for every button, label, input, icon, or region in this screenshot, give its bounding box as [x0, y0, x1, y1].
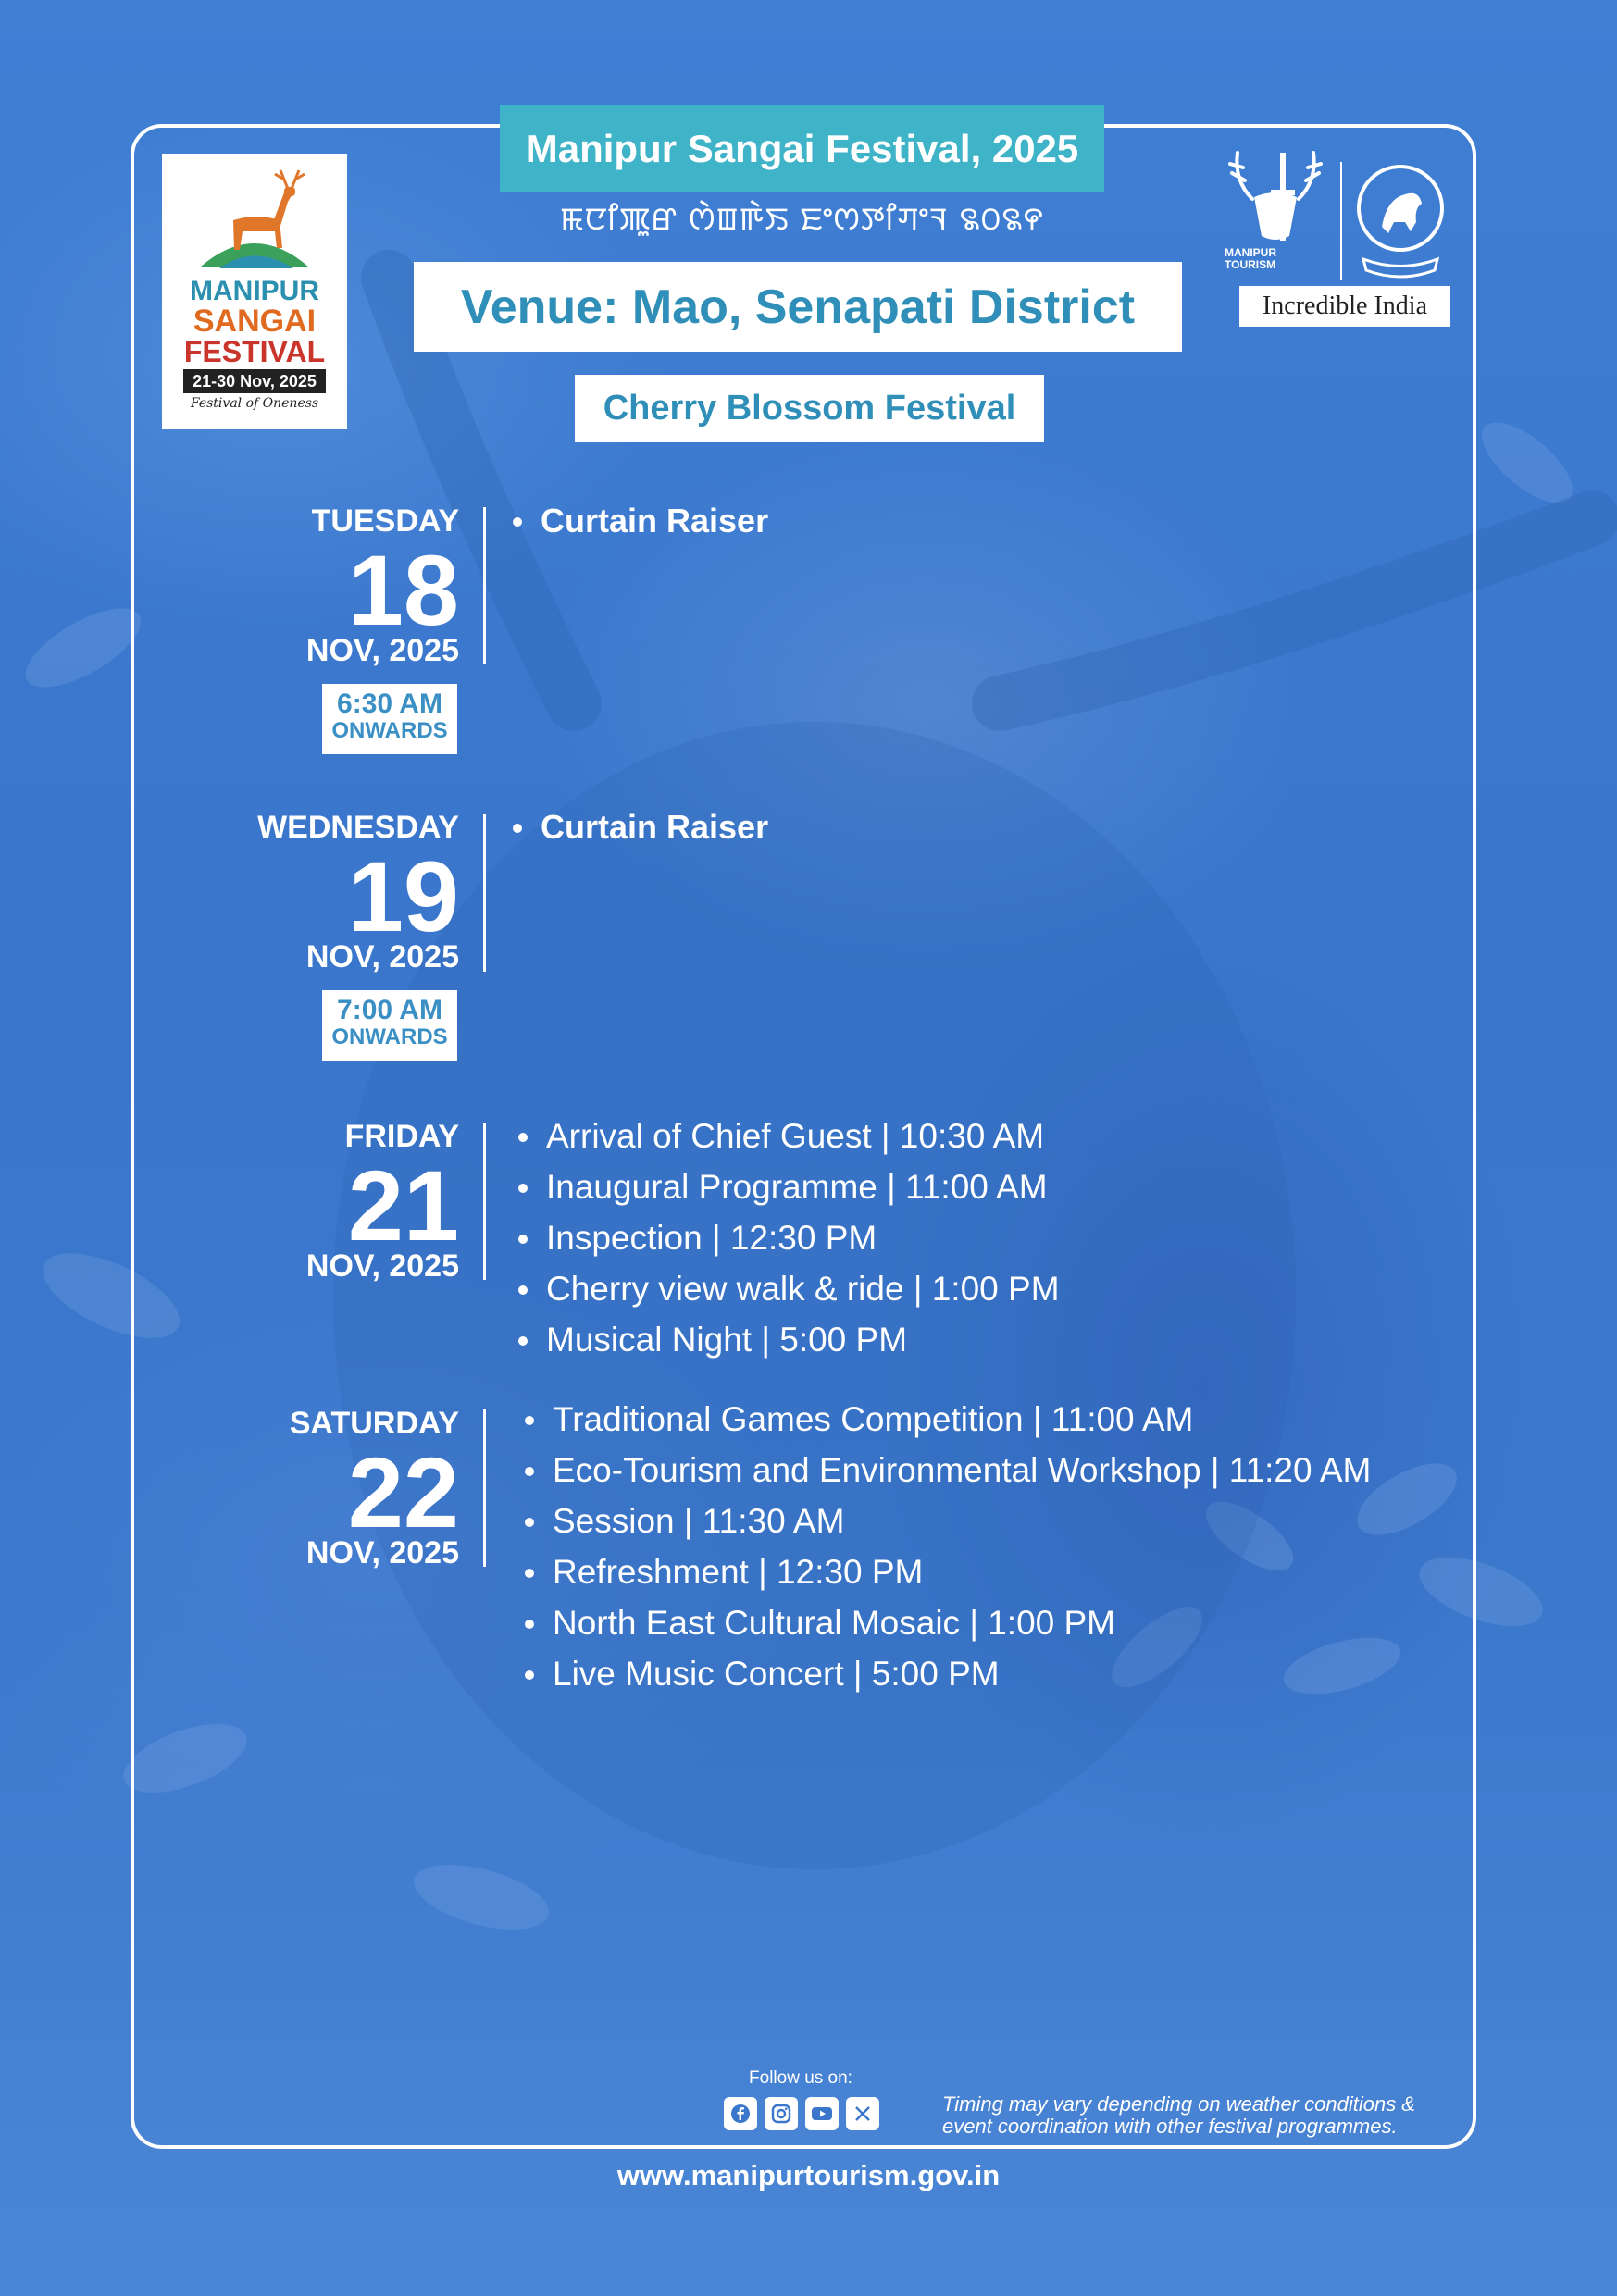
logo-text-manipur: MANIPUR	[190, 276, 319, 306]
event-list-wednesday	[511, 801, 768, 852]
time-badge-time: 6:30 AM	[337, 689, 442, 719]
day-month: NOV, 2025	[305, 1248, 459, 1284]
list-item: Session | 11:30 AM	[523, 1496, 1371, 1546]
time-badge-onwards: ONWARDS	[331, 718, 448, 743]
event-list-saturday	[523, 1394, 1371, 1699]
time-badge	[322, 990, 457, 1061]
list-item: Eco-Tourism and Environmental Workshop | 11:20 AM	[523, 1445, 1371, 1496]
list-item: North East Cultural Mosaic | 1:00 PM	[523, 1597, 1371, 1648]
list-item: Inspection | 12:30 PM	[516, 1212, 1060, 1263]
logo-divider	[1340, 162, 1342, 280]
day-block-friday	[278, 1113, 459, 1298]
facebook-icon[interactable]	[724, 2097, 757, 2130]
day-block-wednesday	[257, 804, 459, 989]
day-date: 18	[347, 534, 459, 646]
day-divider	[483, 507, 486, 664]
time-badge	[322, 684, 457, 754]
list-item: Cherry view walk & ride | 1:00 PM	[516, 1263, 1060, 1314]
manipur-tourism-label	[1225, 247, 1308, 271]
sangai-festival-logo	[162, 154, 347, 429]
day-name: WEDNESDAY	[257, 810, 459, 845]
logo-text-festival: FESTIVAL	[183, 335, 326, 368]
day-block-saturday	[278, 1400, 459, 1585]
event-list-tuesday	[511, 495, 768, 546]
list-item: Live Music Concert | 5:00 PM	[523, 1648, 1371, 1699]
day-name: FRIDAY	[344, 1119, 459, 1154]
tourism-label-line1: MANIPUR	[1225, 246, 1276, 259]
youtube-icon[interactable]	[805, 2097, 839, 2130]
list-item: Inaugural Programme | 11:00 AM	[516, 1161, 1060, 1212]
website-link[interactable]: www.manipurtourism.gov.in	[616, 2159, 1001, 2191]
disclaimer-line2: event coordination with other festival programmes.	[942, 2115, 1398, 2138]
festival-title: Manipur Sangai Festival, 2025	[500, 105, 1104, 192]
list-item: Arrival of Chief Guest | 10:30 AM	[516, 1111, 1060, 1161]
event-list-friday	[516, 1111, 1060, 1365]
follow-us-label: Follow us on:	[749, 2068, 852, 2088]
meitei-script-title: ꯃꯅꯤꯄꯨꯔ ꯁꯥꯡꯒꯥꯏ ꯐꯦꯁꯇꯤꯚꯦꯜ ꯲꯰꯲꯵	[560, 201, 1044, 238]
x-icon[interactable]	[846, 2097, 879, 2130]
list-item: Traditional Games Competition | 11:00 AM	[523, 1394, 1371, 1445]
day-month: NOV, 2025	[305, 939, 459, 974]
day-date: 21	[347, 1149, 459, 1261]
instagram-icon[interactable]	[765, 2097, 798, 2130]
list-item: Musical Night | 5:00 PM	[516, 1314, 1060, 1365]
day-divider	[483, 814, 486, 972]
day-date: 22	[347, 1436, 459, 1548]
tourism-label-line2: TOURISM	[1225, 258, 1276, 271]
list-item: Curtain Raiser	[511, 495, 768, 546]
manipur-state-emblem-icon	[1350, 157, 1451, 287]
day-name: SATURDAY	[289, 1406, 459, 1441]
list-item: Refreshment | 12:30 PM	[523, 1546, 1371, 1597]
deer-icon	[192, 165, 317, 276]
logo-text-sangai: SANGAI	[193, 304, 317, 339]
time-badge-time: 7:00 AM	[337, 995, 442, 1025]
time-badge-onwards: ONWARDS	[331, 1024, 448, 1049]
logo-tagline: Festival of Oneness	[190, 396, 319, 411]
logo-dates: 21-30 Nov, 2025	[183, 369, 326, 393]
list-item: Curtain Raiser	[511, 801, 768, 852]
timing-disclaimer	[942, 2093, 1461, 2138]
day-divider	[483, 1123, 486, 1280]
day-month: NOV, 2025	[305, 1535, 459, 1570]
day-divider	[483, 1409, 486, 1567]
social-links	[724, 2097, 881, 2130]
venue-label: Venue: Mao, Senapati District	[414, 262, 1182, 352]
day-month: NOV, 2025	[305, 633, 459, 668]
disclaimer-line1: Timing may vary depending on weather conditions &	[942, 2092, 1415, 2116]
event-subtitle: Cherry Blossom Festival	[575, 375, 1044, 442]
incredible-india-logo: Incredible India	[1239, 286, 1450, 327]
day-date: 19	[347, 840, 459, 952]
day-name: TUESDAY	[311, 503, 459, 539]
day-block-tuesday	[278, 498, 459, 683]
